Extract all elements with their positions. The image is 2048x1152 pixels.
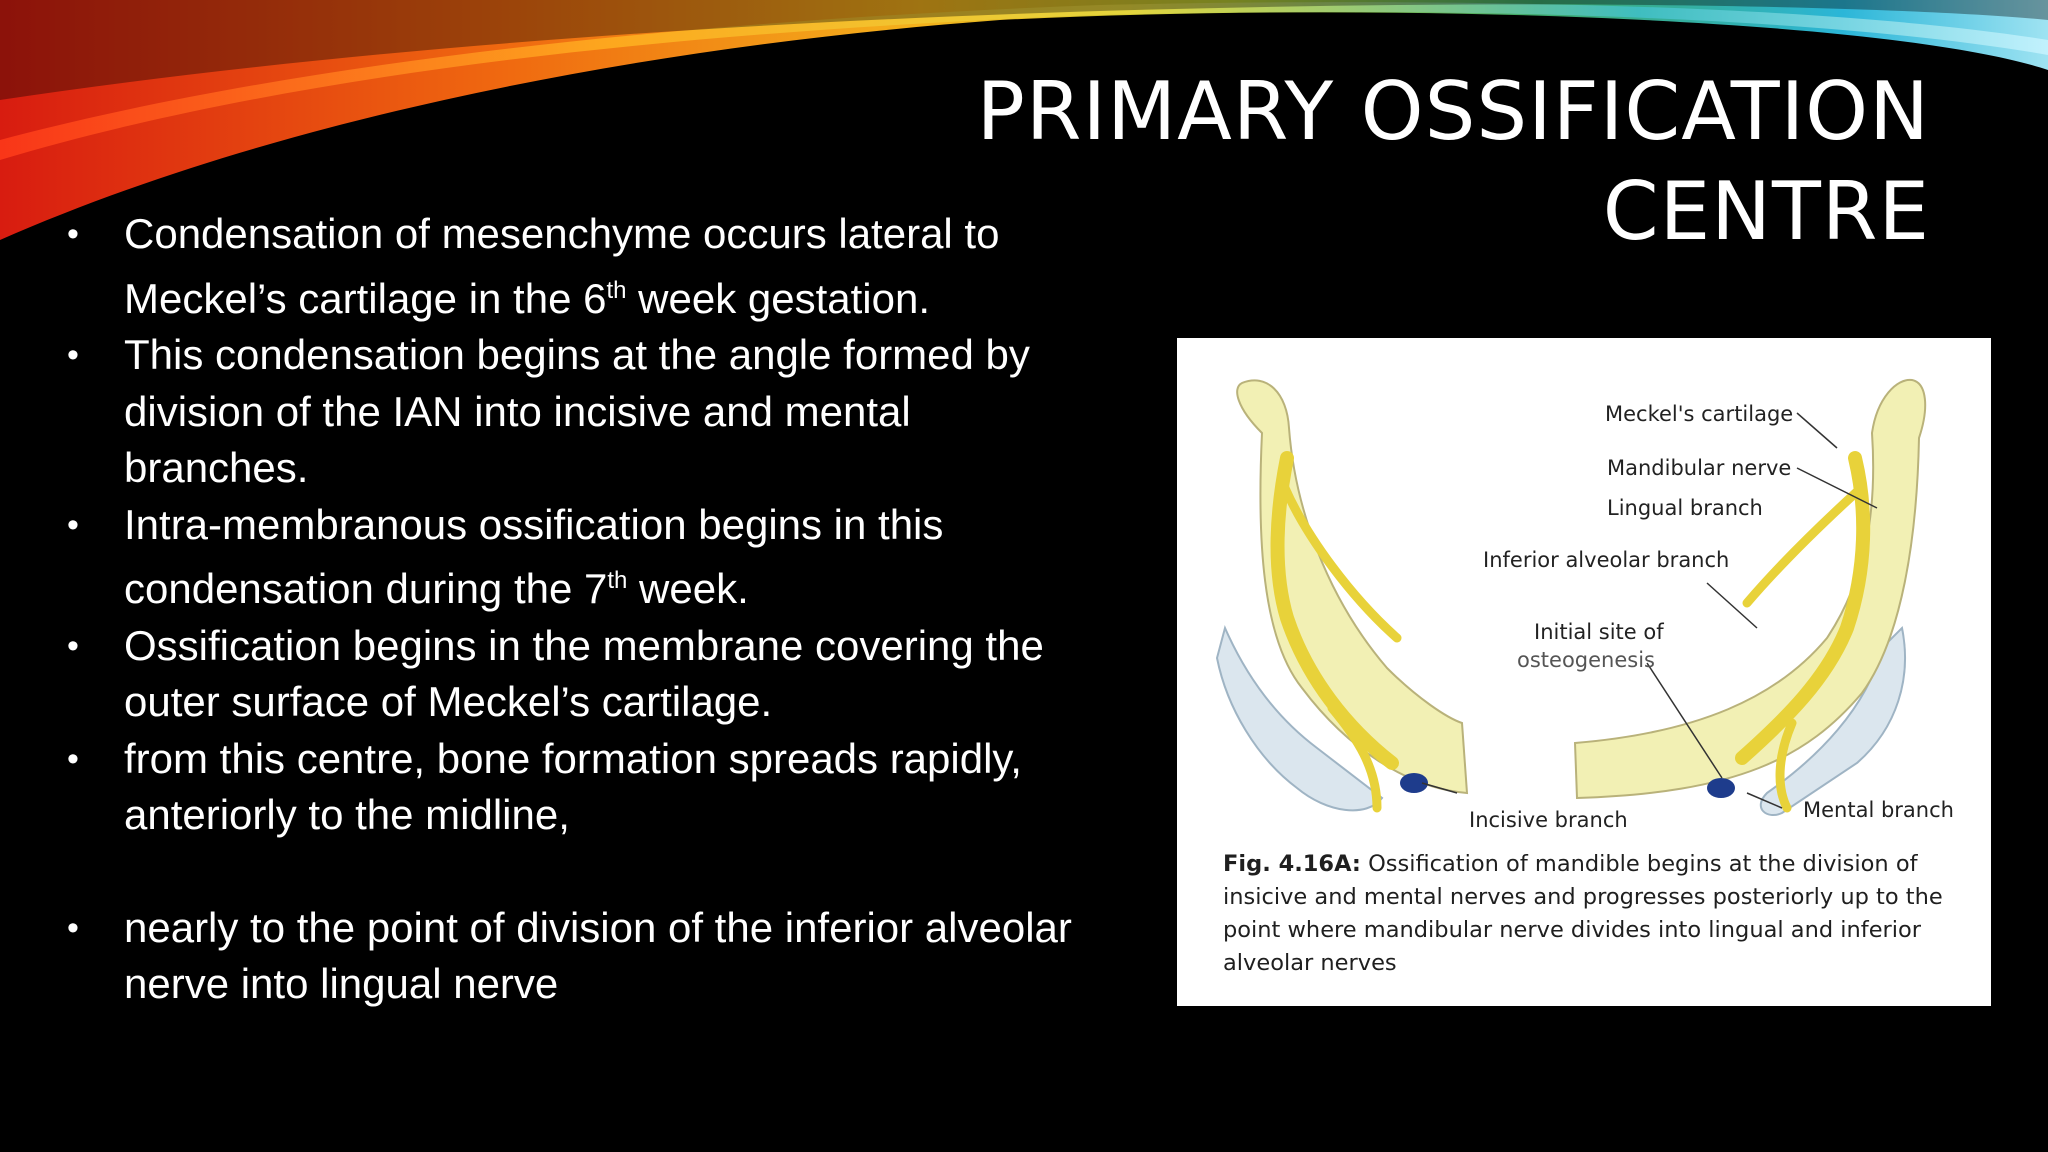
title-line-1: PRIMARY OSSIFICATION xyxy=(976,65,1930,158)
bullet-dot: • xyxy=(67,215,79,253)
caption-text: Ossification of mandible begins at the division of insicive and mental nerves and progresses posteriorly up to the point where mandibular nerve divides into lingual and inferior alveolar nerves xyxy=(1223,851,1943,976)
caption-prefix: Fig. 4.16A: xyxy=(1223,851,1361,877)
bullet-item: • Intra-membranous ossification begins in this condensation during the 7th week. xyxy=(62,497,1102,618)
label-incisive-branch: Incisive branch xyxy=(1469,808,1628,832)
right-ossification-site xyxy=(1707,778,1735,798)
bullet-dot: • xyxy=(67,739,79,778)
bullet-spacer xyxy=(62,844,1102,900)
label-meckels-cartilage: Meckel's cartilage xyxy=(1605,402,1794,426)
label-initial-site-line1: Initial site of xyxy=(1534,620,1664,644)
label-mandibular-nerve: Mandibular nerve xyxy=(1607,456,1792,480)
slide-title xyxy=(977,62,1930,262)
bullet-item: • nearly to the point of division of the inferior alveolar nerve into lingual nerve xyxy=(62,900,1102,1013)
bullet-dot: • xyxy=(67,908,79,947)
label-mental-branch: Mental branch xyxy=(1803,798,1954,822)
bullet-dot: • xyxy=(67,336,79,374)
bullet-item: • from this centre, bone formation spreads rapidly, anteriorly to the midline, xyxy=(62,731,1102,844)
figure-caption xyxy=(1223,848,1963,980)
right-lingual-branch xyxy=(1747,488,1861,603)
bullet-dot: • xyxy=(67,505,79,544)
label-initial-site-line2: osteogenesis xyxy=(1517,648,1655,672)
title-line-2: CENTRE xyxy=(1602,165,1930,258)
mandible-figure xyxy=(1177,338,1991,1006)
bullet-item: • This condensation begins at the angle formed by division of the IAN into incisive and mental branches. xyxy=(62,327,1102,497)
label-inferior-alveolar-branch: Inferior alveolar branch xyxy=(1483,548,1730,572)
bullet-item: • Ossification begins in the membrane covering the outer surface of Meckel’s cartilage. xyxy=(62,618,1102,731)
bullet-list xyxy=(62,206,1102,1013)
label-lingual-branch: Lingual branch xyxy=(1607,496,1763,520)
bullet-dot: • xyxy=(67,626,79,665)
bullet-item: • Condensation of mesenchyme occurs lateral to Meckel’s cartilage in the 6th week gestation. xyxy=(62,206,1102,327)
